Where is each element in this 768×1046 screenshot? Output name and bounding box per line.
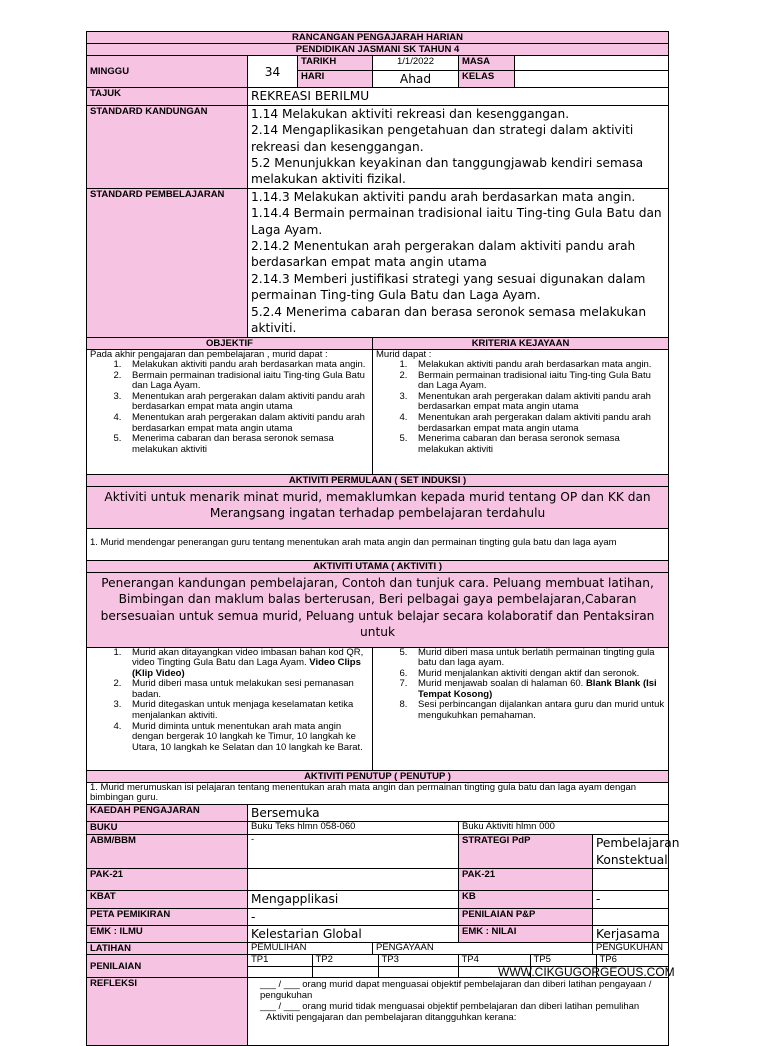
refleksi-line-2: ___ / ___ orang murid tidak menguasai objektif pembelajaran dan diberi latihan pemulihan xyxy=(260,1001,640,1012)
list-item: 3. Menentukan arah pergerakan dalam aktiviti pandu arah berdasarkan empat mata angin utama xyxy=(410,392,665,413)
list-item: 3. Menentukan arah pergerakan dalam aktiviti pandu arah berdasarkan empat mata angin utama xyxy=(124,392,369,413)
hari-value[interactable]: Ahad xyxy=(373,71,459,88)
emk-ilmu-label: EMK : ILMU xyxy=(87,925,248,942)
tp6-label[interactable]: TP6 xyxy=(596,955,669,966)
standard-pembelajaran-label: STANDARD PEMBELAJARAN xyxy=(87,188,248,337)
list-item: 4. Menentukan arah pergerakan dalam aktiviti pandu arah berdasarkan empat mata angin utama xyxy=(124,413,369,434)
plan-subtitle: PENDIDIKAN JASMANI SK TAHUN 4 xyxy=(87,44,669,56)
minggu-value[interactable]: 34 xyxy=(248,56,298,88)
tajuk-value[interactable]: REKREASI BERILMU xyxy=(248,88,669,105)
pak21-value[interactable] xyxy=(248,869,459,891)
hari-label: HARI xyxy=(298,71,373,88)
list-item: 3. Murid ditegaskan untuk menjaga keselamatan ketika menjalankan aktiviti. xyxy=(124,700,369,721)
utama-banner: Penerangan kandungan pembelajaran, Contoh dan tunjuk cara. Peluang membuat latihan, Bimbingan dan maklum balas berterusan, Beri pelbagai gaya pembelajaran,Cabaran bersesuaian untuk semua murid, Peluang untuk belajar secara kolaboratif dan Pentaksiran untuk xyxy=(87,572,669,647)
permulaan-banner: Aktiviti untuk menarik minat murid, memaklumkan kepada murid tentang OP dan KK dan Merangsang ingatan terhadap pembelajaran terdahulu xyxy=(87,486,669,528)
penilaian-label: PENILAIAN xyxy=(87,955,248,978)
list-item: 1. Melakukan aktiviti pandu arah berdasarkan mata angin. xyxy=(410,360,665,371)
buku-teks-value[interactable]: Buku Teks hlmn 058-060 xyxy=(248,822,459,835)
kriteria-cell[interactable] xyxy=(373,349,669,474)
sk-item: 5.2 Menunjukkan keyakinan dan tanggungjawab kendiri semasa melakukan aktiviti fizikal. xyxy=(251,156,644,187)
plan-title: RANCANGAN PENGAJARAH HARIAN xyxy=(87,32,669,44)
buku-label: BUKU xyxy=(87,822,248,835)
pak21-label: PAK-21 xyxy=(87,869,248,891)
refleksi-value[interactable] xyxy=(248,978,669,1046)
latihan-label: LATIHAN xyxy=(87,943,248,955)
standard-pembelajaran-value[interactable] xyxy=(248,188,669,337)
penilaian-pp-value[interactable] xyxy=(593,908,669,925)
objektif-intro: Pada akhir pengajaran dan pembelajaran , murid dapat : xyxy=(90,348,328,360)
pengukuhan-label[interactable]: PENGUKUHAN xyxy=(593,943,669,955)
list-item: 4. Murid diminta untuk menentukan arah mata angin dengan bergerak 10 langkah ke Timur, 10 langkah ke Utara, 10 langkah ke Selatan dan 10 langkah ke Barat. xyxy=(124,722,369,754)
sp-item: 5.2.4 Menerima cabaran dan berasa seronok semasa melakukan aktiviti. xyxy=(251,304,647,336)
list-item: 5. Murid diberi masa untuk berlatih permainan tingting gula batu dan laga ayam. xyxy=(410,648,665,669)
standard-kandungan-value[interactable] xyxy=(248,105,669,188)
tp1-label[interactable]: TP1 xyxy=(248,955,312,966)
kelas-value[interactable] xyxy=(515,71,669,88)
peta-label: PETA PEMIKIRAN xyxy=(87,908,248,925)
kelas-label: KELAS xyxy=(459,71,515,88)
list-item: 2. Bermain permainan tradisional iaitu Ting-ting Gula Batu dan Laga Ayam. xyxy=(124,371,369,392)
pak21-label-right: PAK-21 xyxy=(459,869,593,891)
list-item: 5. Menerima cabaran dan berasa seronok semasa melakukan aktiviti xyxy=(410,434,665,455)
pengayaan-label[interactable]: PENGAYAAN xyxy=(373,943,593,955)
lesson-plan-table xyxy=(86,31,680,1046)
kb-value[interactable]: - xyxy=(593,891,669,908)
refleksi-line-1: ___ / ___ orang murid dapat menguasai objektif pembelajaran dan diberi latihan pengayaan / pengukuhan xyxy=(260,979,652,1002)
objektif-cell[interactable] xyxy=(87,349,373,474)
utama-right-list xyxy=(376,648,665,722)
pak21-value-right[interactable] xyxy=(593,869,669,891)
penutup-header: AKTIVITI PENUTUP ( PENUTUP ) xyxy=(87,770,669,782)
peta-value[interactable]: - xyxy=(248,908,459,925)
tp3-label[interactable]: TP3 xyxy=(378,955,458,966)
permulaan-text[interactable]: 1. Murid mendengar penerangan guru tentang menentukan arah mata angin dan permainan tingting gula batu dan laga ayam xyxy=(87,538,669,560)
utama-left-cell[interactable] xyxy=(87,647,373,770)
pemulihan-label[interactable]: PEMULIHAN xyxy=(248,943,373,955)
kriteria-list xyxy=(376,360,665,455)
masa-label: MASA xyxy=(459,56,515,71)
utama-header: AKTIVITI UTAMA ( AKTIVITI ) xyxy=(87,560,669,572)
sp-item: 1.14.4 Bermain permainan tradisional iaitu Ting-ting Gula Batu dan Laga Ayam. xyxy=(251,206,662,237)
refleksi-line-3: Aktiviti pengajaran dan pembelajaran ditangguhkan kerana: xyxy=(266,1011,517,1023)
masa-value[interactable] xyxy=(515,56,669,71)
refleksi-label: REFLEKSI xyxy=(87,978,248,1046)
list-item: 1. Murid akan ditayangkan video imbasan bahan kod QR, video Tingting Gula Batu dan Laga Ayam. Video Clips (Klip Video) xyxy=(124,648,369,680)
kaedah-label: KAEDAH PENGAJARAN xyxy=(87,804,248,821)
kaedah-value[interactable]: Bersemuka xyxy=(248,804,669,821)
list-item: 7. Murid menjawab soalan di halaman 60. Blank Blank (Isi Tempat Kosong) xyxy=(410,679,665,700)
strategi-label: STRATEGI PdP xyxy=(459,835,593,869)
kbat-label: KBAT xyxy=(87,891,248,908)
list-item: 2. Murid diberi masa untuk melakukan sesi pemanasan badan. xyxy=(124,679,369,700)
abm-value[interactable]: - xyxy=(248,835,459,869)
emk-nilai-value[interactable]: Kerjasama xyxy=(593,925,669,942)
abm-label: ABM/BBM xyxy=(87,835,248,869)
lesson-plan-sheet xyxy=(86,31,680,1046)
strategi-value[interactable]: Pembelajaran Konstektual xyxy=(593,835,669,869)
tp3-value[interactable] xyxy=(378,966,458,977)
utama-left-list xyxy=(90,648,369,754)
emk-nilai-label: EMK : NILAI xyxy=(459,925,593,942)
tp2-label[interactable]: TP2 xyxy=(312,955,378,966)
objektif-header: OBJEKTIF xyxy=(87,337,373,349)
tp4-label[interactable]: TP4 xyxy=(458,955,530,966)
emk-ilmu-value[interactable]: Kelestarian Global xyxy=(248,925,459,942)
blank-label: Blank Blank (Isi Tempat Kosong) xyxy=(418,678,657,700)
objektif-list xyxy=(90,360,369,455)
list-item: 2. Bermain permainan tradisional iaitu Ting-ting Gula Batu dan Laga Ayam. xyxy=(410,371,665,392)
utama-right-cell[interactable] xyxy=(373,647,669,770)
video-clips-label: Video Clips (Klip Video) xyxy=(132,657,361,679)
list-item: 4. Menentukan arah pergerakan dalam aktiviti pandu arah berdasarkan empat mata angin utama xyxy=(410,413,665,434)
website-watermark: WWW.CIKGUGORGEOUS.COM xyxy=(498,965,675,979)
tajuk-label: TAJUK xyxy=(87,88,248,105)
tp5-label[interactable]: TP5 xyxy=(530,955,596,966)
buku-aktiviti-value[interactable]: Buku Aktiviti hlmn 000 xyxy=(459,822,669,835)
sk-item: 2.14 Mengaplikasikan pengetahuan dan strategi dalam aktiviti rekreasi dan kesenggangan. xyxy=(251,123,634,154)
sp-item: 1.14.3 Melakukan aktiviti pandu arah berdasarkan mata angin. xyxy=(251,189,636,204)
list-item: 8. Sesi perbincangan dijalankan antara guru dan murid untuk mengukuhkan pemahaman. xyxy=(410,700,665,721)
list-item: 1. Melakukan aktiviti pandu arah berdasarkan mata angin. xyxy=(124,360,369,371)
tp2-value[interactable] xyxy=(312,966,378,977)
penilaian-pp-label: PENILAIAN P&P xyxy=(459,908,593,925)
minggu-label: MINGGU xyxy=(87,56,248,88)
list-item: 6. Murid menjalankan aktiviti dengan aktif dan seronok. xyxy=(410,669,665,680)
penutup-text[interactable]: 1. Murid merumuskan isi pelajaran tentang menentukan arah mata angin dan permainan tingting gula batu dan laga ayam dengan bimbingan guru. xyxy=(87,782,669,804)
kriteria-intro: Murid dapat : xyxy=(376,348,432,360)
permulaan-header: AKTIVITI PERMULAAN ( SET INDUKSI ) xyxy=(87,474,669,486)
sk-item: 1.14 Melakukan aktiviti rekreasi dan kesenggangan. xyxy=(251,106,570,121)
sp-item: 2.14.2 Menentukan arah pergerakan dalam aktiviti pandu arah berdasarkan empat mata angin utama xyxy=(251,239,636,270)
tarikh-value[interactable]: 1/1/2022 xyxy=(373,56,459,71)
kbat-value[interactable]: Mengapplikasi xyxy=(248,891,459,908)
sp-item: 2.14.3 Memberi justifikasi strategi yang sesuai digunakan dalam permainan Ting-ting Gula Batu dan Laga Ayam. xyxy=(251,271,646,303)
list-item: 5. Menerima cabaran dan berasa seronok semasa melakukan aktiviti xyxy=(124,434,369,455)
kb-label: KB xyxy=(459,891,593,908)
tarikh-label: TARIKH xyxy=(298,56,373,71)
standard-kandungan-label: STANDARD KANDUNGAN xyxy=(87,105,248,188)
tp1-value[interactable] xyxy=(248,966,312,977)
kriteria-header: KRITERIA KEJAYAAN xyxy=(373,337,669,349)
